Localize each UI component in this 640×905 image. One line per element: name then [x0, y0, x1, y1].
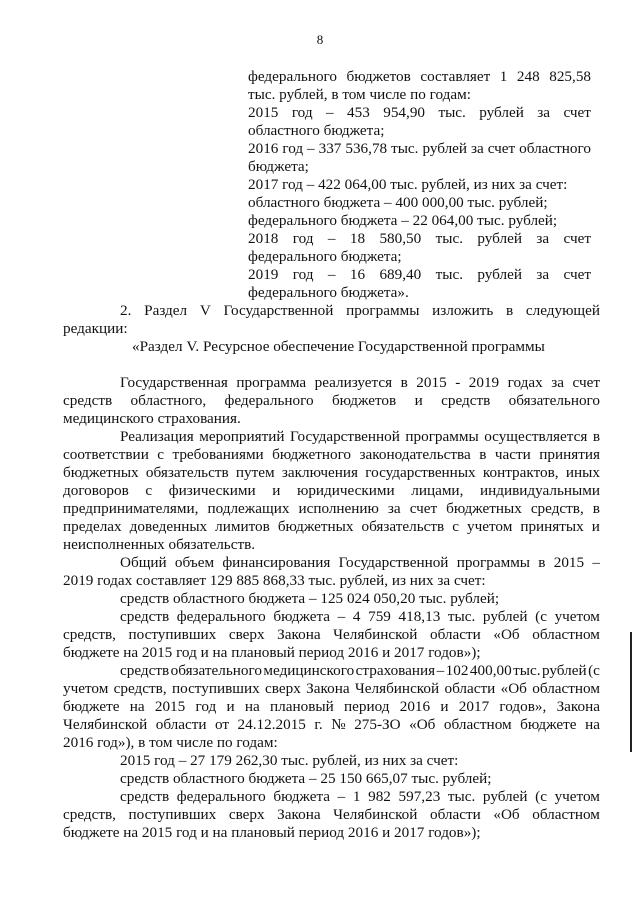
- text-line: 2017 год – 422 064,00 тыс. рублей, из них за счет:: [248, 176, 568, 193]
- text-line: средств областного бюджета – 25 150 665,07 тыс. рублей;: [120, 770, 492, 787]
- text-line: средств, поступивших сверх Закона Челябинской области «Об областном: [63, 626, 600, 643]
- page-number: 8: [316, 32, 324, 47]
- text-line: медицинского страхования.: [63, 410, 241, 427]
- text-line: федерального бюджета;: [248, 248, 402, 265]
- text-line: тыс. рублей, в том числе по годам:: [248, 86, 471, 103]
- text-line: средств областного бюджета – 125 024 050,20 тыс. рублей;: [120, 590, 500, 607]
- text-line: Реализация мероприятий Государственной программы осуществляется в: [120, 428, 600, 445]
- text-line: средств областного, федерального бюджетов и средств обязательного: [63, 392, 600, 409]
- text-line: федерального бюджета – 22 064,00 тыс. рублей;: [248, 212, 558, 229]
- text-line: бюджете на 2015 год и на плановый период 2016 и 2017 годов»);: [63, 824, 481, 841]
- text-line: бюджетных обязательств путем заключения государственных контрактов, иных: [63, 464, 600, 481]
- text-line: 2015 год – 453 954,90 тыс. рублей за счет: [248, 104, 591, 121]
- text-line: редакции:: [63, 320, 128, 337]
- text-line: 2018 год – 18 580,50 тыс. рублей за счет: [248, 230, 591, 247]
- text-line: Челябинской области от 24.12.2015 г. № 275-ЗО «Об областном бюджете на: [63, 716, 600, 733]
- text-line: бюджета;: [248, 158, 309, 175]
- text-line: 2019 год – 16 689,40 тыс. рублей за счет: [248, 266, 591, 283]
- text-line: учетом средств, поступивших сверх Закона Челябинской области «Об областном: [63, 680, 600, 697]
- text-line: договоров с физическими и юридическими лицами, индивидуальными: [63, 482, 600, 499]
- text-line: пределах доведенных лимитов бюджетных обязательств с учетом принятых и: [63, 518, 600, 535]
- text-line: неисполненных обязательств.: [63, 536, 256, 553]
- text-line: средств федерального бюджета – 4 759 418,13 тыс. рублей (с учетом: [120, 608, 600, 625]
- text-line: «Раздел V. Ресурсное обеспечение Государственной программы: [132, 338, 545, 355]
- text-line: предпринимателями, подлежащих исполнению за счет бюджетных средств, в: [63, 500, 600, 517]
- text-line: средств, поступивших сверх Закона Челябинской области «Об областном: [63, 806, 600, 823]
- text-line: Государственная программа реализуется в 2015 - 2019 годах за счет: [120, 374, 600, 391]
- text-line: федерального бюджетов составляет 1 248 825,58: [248, 68, 591, 85]
- text-line: средств федерального бюджета – 1 982 597,23 тыс. рублей (с учетом: [120, 788, 600, 805]
- text-line: 2016 год – 337 536,78 тыс. рублей за счет областного: [248, 140, 591, 157]
- text-line: областного бюджета – 400 000,00 тыс. рублей;: [248, 194, 548, 211]
- text-line: средств обязательного медицинского страхования – 102 400,00 тыс. рублей (с: [120, 662, 600, 679]
- scan-edge-mark: [630, 632, 632, 752]
- text-line: Общий объем финансирования Государственной программы в 2015 –: [120, 554, 600, 571]
- text-line: 2016 год»), в том числе по годам:: [63, 734, 278, 751]
- text-line: соответствии с требованиями бюджетного законодательства в части принятия: [63, 446, 600, 463]
- text-line: бюджете на 2015 год и на плановый период 2016 и 2017 годов»);: [63, 644, 481, 661]
- text-line: 2019 годах составляет 129 885 868,33 тыс. рублей, из них за счет:: [63, 572, 486, 589]
- text-line: федерального бюджета».: [248, 284, 409, 301]
- text-line: бюджете на 2015 год и на плановый период 2016 и 2017 годов», Закона: [63, 698, 600, 715]
- text-line: 2. Раздел V Государственной программы изложить в следующей: [120, 302, 600, 319]
- text-line: 2015 год – 27 179 262,30 тыс. рублей, из них за счет:: [120, 752, 459, 769]
- text-line: областного бюджета;: [248, 122, 385, 139]
